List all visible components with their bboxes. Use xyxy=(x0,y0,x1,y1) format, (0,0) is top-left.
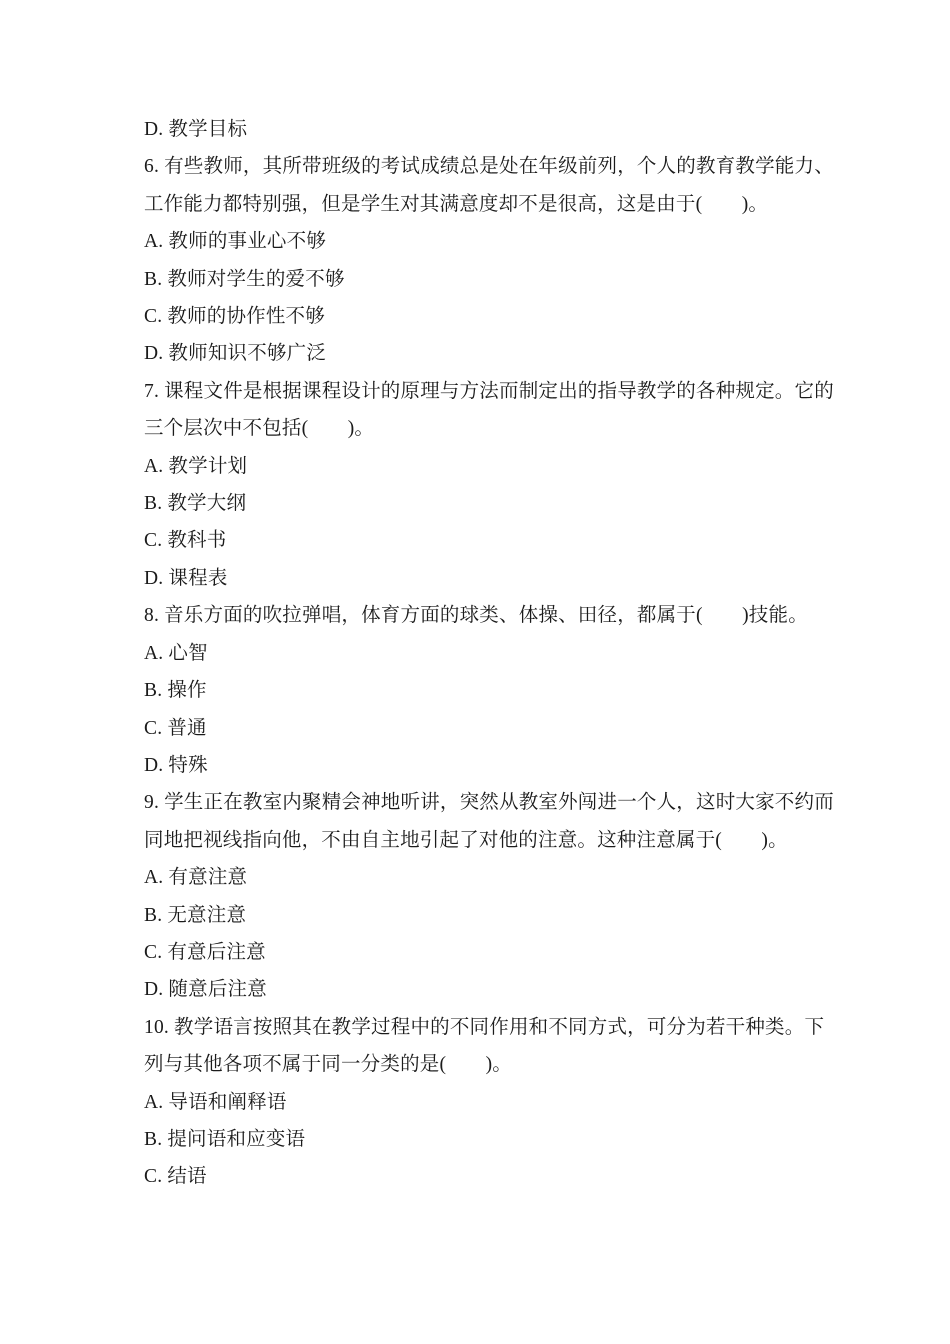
question-7-stem-line-1: 7. 课程文件是根据课程设计的原理与方法而制定出的指导教学的各种规定。它的 xyxy=(144,380,834,402)
question-9-stem-line-2: 同地把视线指向他，不由自主地引起了对他的注意。这种注意属于( )。 xyxy=(144,829,788,851)
question-5-option-d: D. 教学目标 xyxy=(144,119,248,140)
question-8-option-b: B. 操作 xyxy=(144,680,207,702)
question-8 xyxy=(144,597,880,784)
question-10-option-b: B. 提问语和应变语 xyxy=(144,1128,306,1150)
question-6-stem-line-2: 工作能力都特别强，但是学生对其满意度却不是很高，这是由于( )。 xyxy=(144,193,769,215)
question-6-option-d: D. 教师知识不够广泛 xyxy=(144,343,327,365)
question-6 xyxy=(144,148,880,372)
question-6-stem-line-1: 6. 有些教师，其所带班级的考试成绩总是处在年级前列，个人的教育教学能力、 xyxy=(144,156,834,178)
question-9-option-a: A. 有意注意 xyxy=(144,867,248,889)
question-9-option-b: B. 无意注意 xyxy=(144,904,247,926)
question-7-option-b: B. 教学大纲 xyxy=(144,493,247,515)
question-8-stem-line-1: 8. 音乐方面的吹拉弹唱，体育方面的球类、体操、田径，都属于( )技能。 xyxy=(144,605,808,627)
question-9-option-d: D. 随意后注意 xyxy=(144,979,267,1001)
question-9-option-c: C. 有意后注意 xyxy=(144,941,266,963)
question-10-option-a: A. 导语和阐释语 xyxy=(144,1091,287,1113)
question-6-option-a: A. 教师的事业心不够 xyxy=(144,231,327,253)
question-10-stem-line-2: 列与其他各项不属于同一分类的是( )。 xyxy=(144,1054,512,1076)
question-9-stem-line-1: 9. 学生正在教室内聚精会神地听讲，突然从教室外闯进一个人，这时大家不约而 xyxy=(144,792,834,814)
question-6-option-b: B. 教师对学生的爱不够 xyxy=(144,268,345,290)
question-6-option-c: C. 教师的协作性不够 xyxy=(144,306,325,328)
question-7-stem-line-2: 三个层次中不包括( )。 xyxy=(144,418,375,440)
question-7 xyxy=(144,373,880,597)
question-7-option-d: D. 课程表 xyxy=(144,567,228,589)
question-10 xyxy=(144,1009,880,1196)
question-10-stem-line-1: 10. 教学语言按照其在教学过程中的不同作用和不同方式，可分为若干种类。下 xyxy=(144,1016,825,1038)
question-9 xyxy=(144,784,880,1008)
question-7-option-a: A. 教学计划 xyxy=(144,455,248,477)
question-7-option-c: C. 教科书 xyxy=(144,530,227,552)
question-10-option-c: C. 结语 xyxy=(144,1166,207,1188)
question-8-option-a: A. 心智 xyxy=(144,642,208,664)
question-8-option-c: C. 普通 xyxy=(144,717,207,739)
question-8-option-d: D. 特殊 xyxy=(144,754,208,776)
